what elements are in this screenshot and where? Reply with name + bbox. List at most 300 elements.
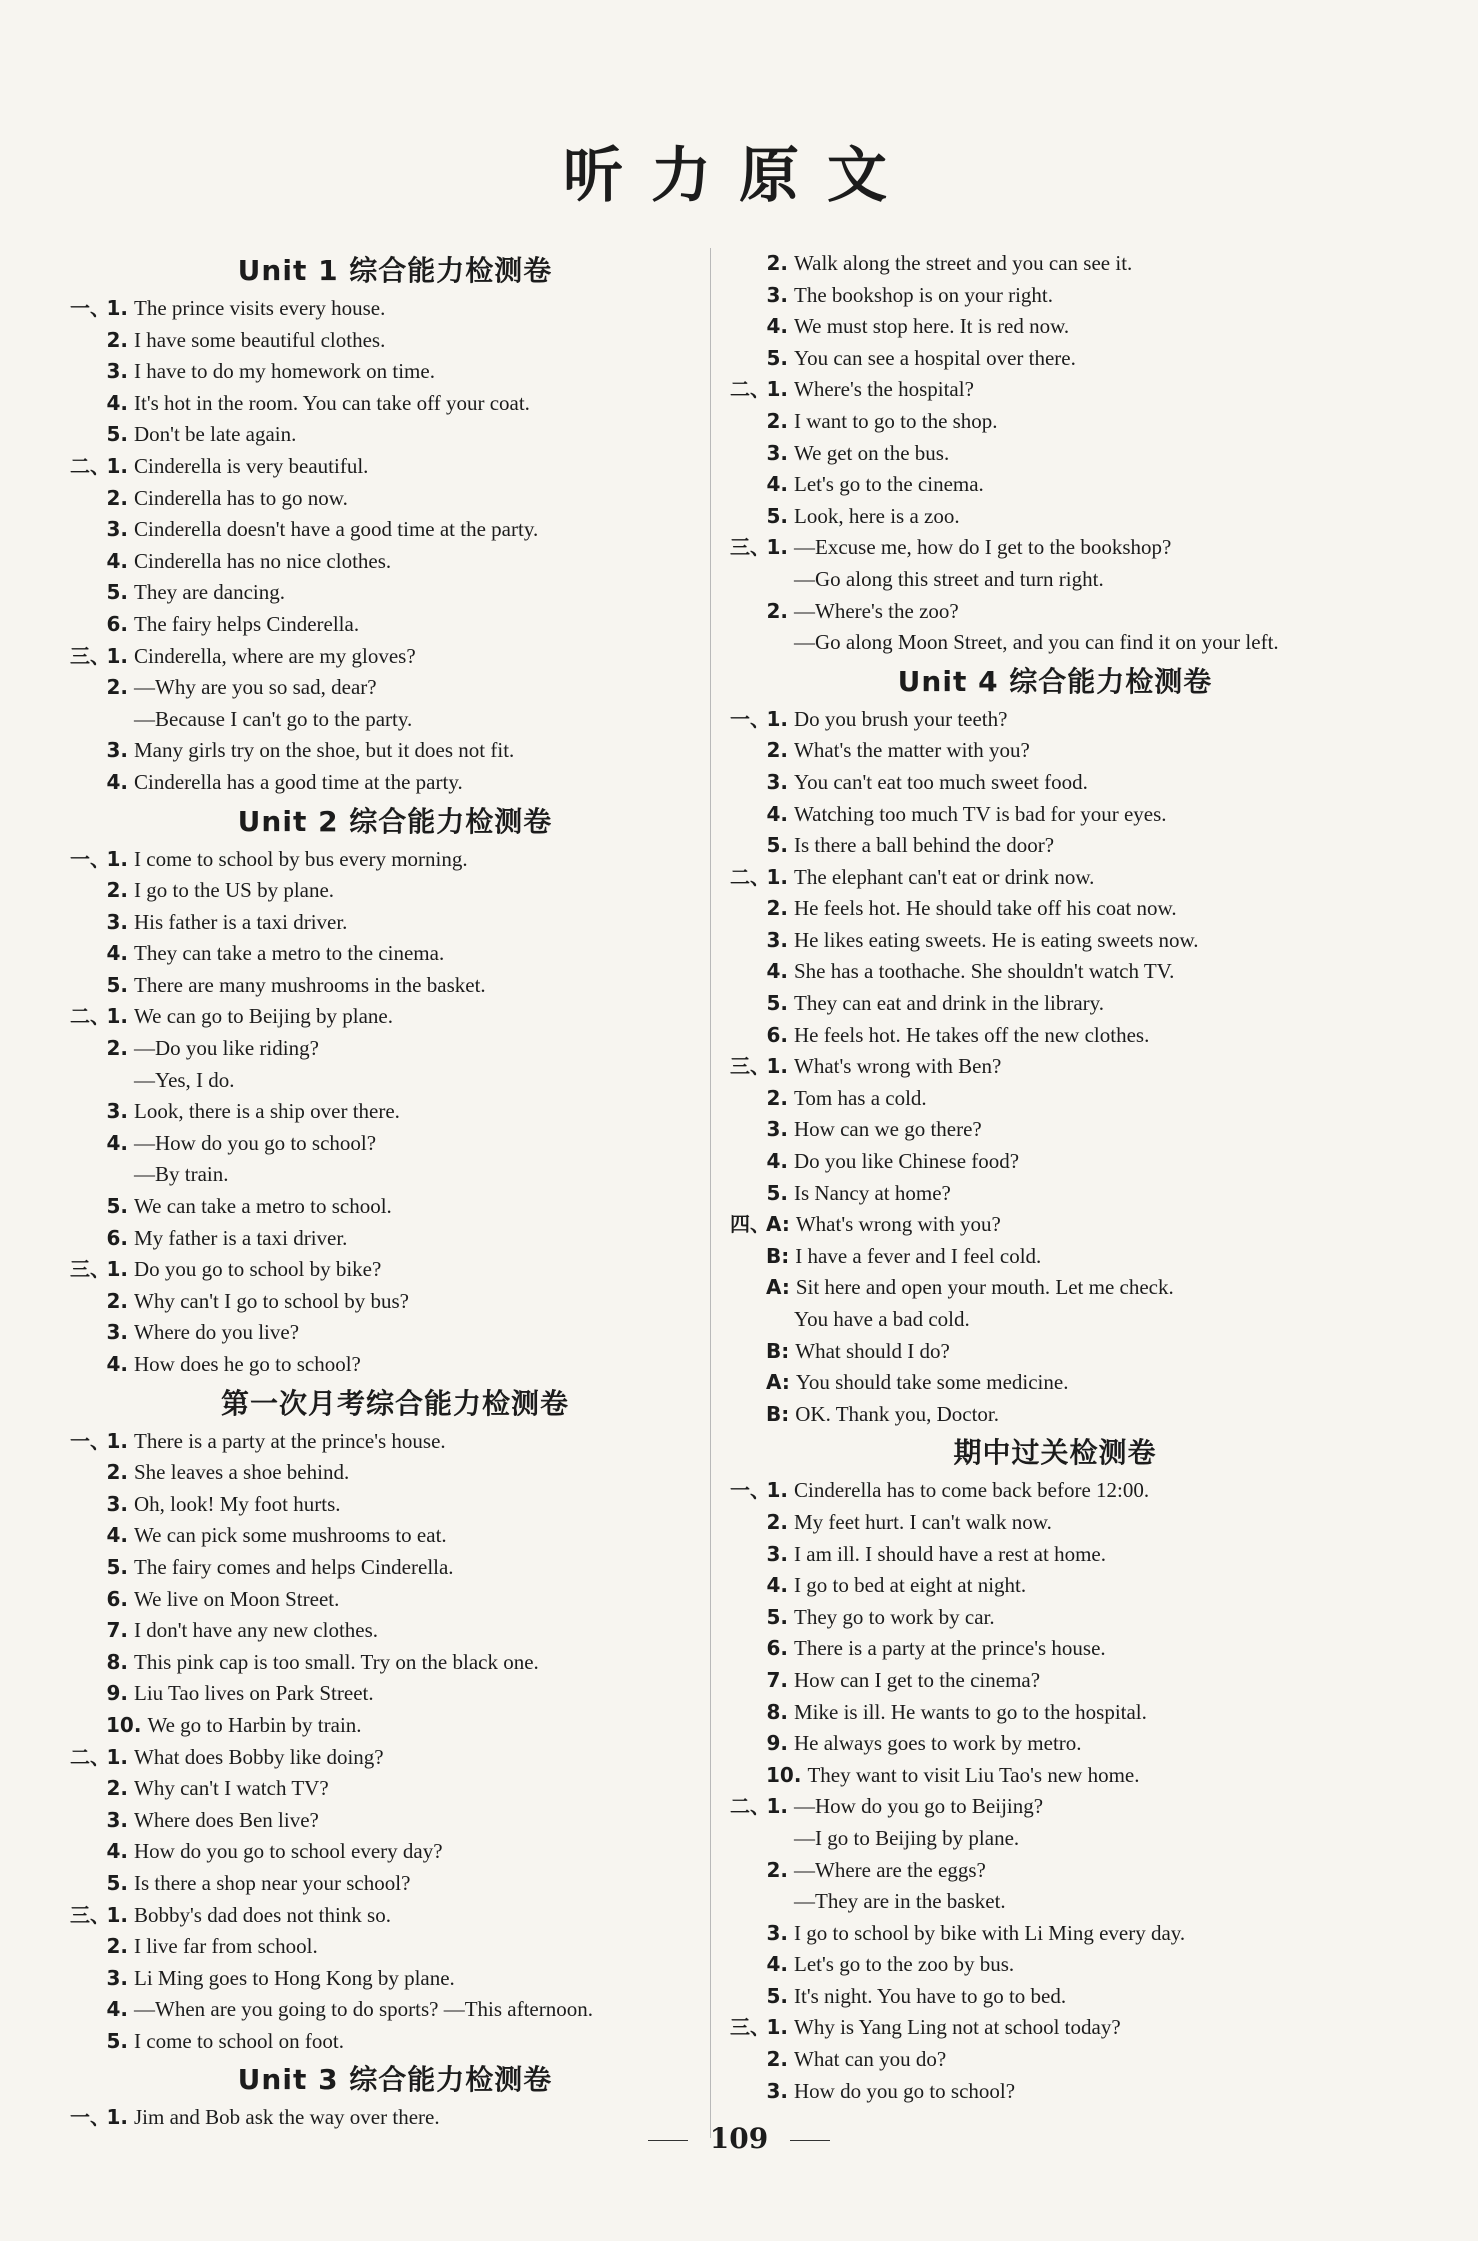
item-number: 4. bbox=[766, 1952, 788, 1977]
line-text: —Excuse me, how do I get to the bookshop? bbox=[794, 535, 1172, 560]
line-text: Bobby's dad does not think so. bbox=[134, 1902, 391, 1927]
section-heading: Unit 2 综合能力检测卷 bbox=[237, 804, 553, 838]
section-heading: Unit 1 综合能力检测卷 bbox=[237, 254, 553, 287]
line-text: I have some beautiful clothes. bbox=[134, 327, 386, 352]
line-text: Jim and Bob ask the way over there. bbox=[134, 2105, 440, 2130]
text-line bbox=[730, 830, 1380, 862]
item-number: B: bbox=[766, 1338, 790, 1363]
text-line bbox=[730, 704, 1380, 736]
item-number: 1. bbox=[106, 2105, 128, 2130]
line-text: You can't eat too much sweet food. bbox=[794, 769, 1088, 794]
item-number: 10. bbox=[106, 1712, 142, 1737]
line-text: I have to do my homework on time. bbox=[134, 359, 435, 384]
text-line bbox=[730, 1507, 1380, 1539]
part-marker: 二、 bbox=[730, 1794, 770, 1819]
item-number: 4. bbox=[106, 1839, 128, 1864]
text-line bbox=[70, 1963, 720, 1995]
text-line bbox=[730, 1981, 1380, 2013]
item-number: 5. bbox=[766, 833, 788, 858]
text-line bbox=[730, 438, 1380, 470]
text-line bbox=[70, 641, 720, 673]
text-line bbox=[730, 311, 1380, 343]
item-number: 5. bbox=[106, 972, 128, 997]
text-line bbox=[730, 956, 1380, 988]
item-number: 4. bbox=[106, 1352, 128, 1376]
line-text: —When are you going to do sports? —This afternoon. bbox=[134, 1997, 593, 2022]
line-text: They go to work by car. bbox=[794, 1604, 995, 1629]
item-number: 4. bbox=[106, 390, 128, 415]
line-text: —Go along Moon Street, and you can find it on your left. bbox=[794, 630, 1279, 655]
item-number: 7. bbox=[766, 1667, 788, 1692]
part-marker: 三、 bbox=[70, 1902, 110, 1927]
line-text: Watching too much TV is bad for your eyes. bbox=[794, 801, 1167, 826]
line-text: My feet hurt. I can't walk now. bbox=[794, 1509, 1052, 1534]
line-text: I come to school by bus every morning. bbox=[134, 846, 468, 871]
line-text: —How do you go to Beijing? bbox=[794, 1794, 1044, 1819]
line-text: My father is a taxi driver. bbox=[134, 1225, 348, 1250]
text-line bbox=[730, 374, 1380, 406]
line-text: Do you go to school by bike? bbox=[134, 1257, 382, 1282]
line-text: Why is Yang Ling not at school today? bbox=[794, 2015, 1121, 2040]
item-number: 5. bbox=[106, 1554, 128, 1579]
line-text: —Go along this street and turn right. bbox=[794, 566, 1104, 591]
text-line bbox=[70, 1710, 720, 1742]
part-marker: 二、 bbox=[70, 1004, 110, 1029]
text-line bbox=[70, 1001, 720, 1033]
item-number: 3. bbox=[106, 1099, 128, 1124]
item-number: 2. bbox=[106, 485, 128, 510]
text-line bbox=[70, 1317, 720, 1349]
line-text: He feels hot. He takes off the new clothes. bbox=[794, 1022, 1150, 1047]
item-number: 5. bbox=[106, 2028, 128, 2053]
text-line bbox=[730, 735, 1380, 767]
line-text: There are many mushrooms in the basket. bbox=[134, 972, 486, 997]
item-number: 1. bbox=[106, 1257, 128, 1282]
item-number: 1. bbox=[106, 296, 128, 320]
line-text: They are dancing. bbox=[134, 580, 286, 605]
text-line bbox=[730, 1886, 1380, 1918]
left-column bbox=[70, 248, 720, 2134]
text-line bbox=[730, 627, 1380, 659]
line-text: What's the matter with you? bbox=[794, 738, 1030, 763]
text-line bbox=[730, 1399, 1380, 1431]
item-number: 2. bbox=[766, 738, 788, 763]
text-line bbox=[70, 1349, 720, 1381]
line-text: I come to school on foot. bbox=[134, 2028, 344, 2053]
item-number: 6. bbox=[106, 611, 128, 636]
item-number: 4. bbox=[766, 472, 788, 497]
line-text: Li Ming goes to Hong Kong by plane. bbox=[134, 1965, 455, 1990]
text-line bbox=[730, 248, 1380, 280]
text-line bbox=[70, 1033, 720, 1065]
section-heading: 期中过关检测卷 bbox=[953, 1436, 1157, 1470]
text-line bbox=[730, 893, 1380, 925]
text-line bbox=[70, 388, 720, 420]
item-number: 3. bbox=[766, 282, 788, 307]
item-number: 2. bbox=[766, 1509, 788, 1534]
line-text: —By train. bbox=[134, 1162, 229, 1187]
text-line bbox=[70, 767, 720, 799]
line-text: Cinderella has to go now. bbox=[134, 485, 348, 510]
text-line bbox=[730, 406, 1380, 438]
line-text: Cinderella has to come back before 12:00. bbox=[794, 1478, 1150, 1503]
item-number: 3. bbox=[106, 359, 128, 384]
line-text: The bookshop is on your right. bbox=[794, 282, 1053, 307]
line-text: You have a bad cold. bbox=[794, 1307, 970, 1331]
text-line bbox=[730, 1570, 1380, 1602]
item-number: 2. bbox=[106, 1036, 128, 1061]
text-line bbox=[730, 1823, 1380, 1855]
line-text: It's hot in the room. You can take off your coat. bbox=[134, 390, 530, 415]
text-line bbox=[730, 1020, 1380, 1052]
item-number: 5. bbox=[766, 1983, 788, 2008]
line-text: There is a party at the prince's house. bbox=[794, 1636, 1106, 1661]
item-number: 3. bbox=[106, 1320, 128, 1345]
item-number: 3. bbox=[766, 2078, 788, 2103]
item-number: 2. bbox=[106, 327, 128, 352]
line-text: We can pick some mushrooms to eat. bbox=[134, 1523, 447, 1548]
text-line bbox=[70, 2026, 720, 2058]
text-line bbox=[70, 1805, 720, 1837]
line-text: Don't be late again. bbox=[134, 422, 297, 447]
item-number: 1. bbox=[106, 1744, 128, 1769]
item-number: 4. bbox=[766, 1573, 788, 1598]
item-number: 4. bbox=[106, 1130, 128, 1155]
text-line bbox=[730, 862, 1380, 894]
text-line bbox=[70, 1191, 720, 1223]
part-marker: 四、 bbox=[730, 1212, 770, 1237]
line-text: Let's go to the cinema. bbox=[794, 472, 984, 497]
item-number: 2. bbox=[106, 878, 128, 903]
item-number: 6. bbox=[766, 1636, 788, 1661]
text-line bbox=[730, 1949, 1380, 1981]
item-number: 1. bbox=[106, 1428, 128, 1453]
line-text: I want to go to the shop. bbox=[794, 408, 998, 433]
line-text: How can we go there? bbox=[794, 1117, 982, 1142]
line-text: Cinderella, where are my gloves? bbox=[134, 643, 416, 668]
item-number: 1. bbox=[106, 1902, 128, 1927]
line-text: Cinderella doesn't have a good time at the party. bbox=[134, 517, 539, 542]
text-line bbox=[730, 1633, 1380, 1665]
item-number: 5. bbox=[106, 1194, 128, 1219]
text-line bbox=[70, 1584, 720, 1616]
item-number: 2. bbox=[106, 675, 128, 700]
line-text: I go to bed at eight at night. bbox=[794, 1573, 1027, 1598]
item-number: 5. bbox=[766, 1180, 788, 1205]
line-text: Where do you live? bbox=[134, 1320, 300, 1345]
part-marker: 二、 bbox=[70, 453, 110, 478]
line-text: Is there a ball behind the door? bbox=[794, 833, 1055, 858]
line-text: How do you go to school? bbox=[794, 2078, 1016, 2103]
line-text: Walk along the street and you can see it. bbox=[794, 251, 1133, 275]
right-column bbox=[730, 248, 1380, 2107]
line-text: Look, here is a zoo. bbox=[794, 503, 960, 528]
item-number: 3. bbox=[106, 517, 128, 542]
item-number: 1. bbox=[766, 535, 788, 560]
item-number: 2. bbox=[766, 896, 788, 921]
part-marker: 一、 bbox=[730, 706, 770, 731]
text-line bbox=[730, 925, 1380, 957]
text-line bbox=[70, 1065, 720, 1097]
line-text: There is a party at the prince's house. bbox=[134, 1428, 446, 1453]
item-number: 4. bbox=[106, 548, 128, 573]
text-line bbox=[70, 938, 720, 970]
text-line bbox=[730, 1114, 1380, 1146]
item-number: 10. bbox=[766, 1762, 802, 1787]
part-marker: 一、 bbox=[70, 846, 110, 871]
item-number: 1. bbox=[766, 1054, 788, 1079]
section-heading: 第一次月考综合能力检测卷 bbox=[220, 1386, 569, 1420]
text-line bbox=[70, 483, 720, 515]
text-line bbox=[730, 1760, 1380, 1792]
text-line bbox=[70, 1096, 720, 1128]
text-line bbox=[70, 1159, 720, 1191]
text-line bbox=[70, 1836, 720, 1868]
text-line bbox=[730, 1272, 1380, 1304]
column-divider bbox=[710, 248, 711, 2138]
line-text: The fairy comes and helps Cinderella. bbox=[134, 1554, 454, 1579]
line-text: She leaves a shoe behind. bbox=[134, 1460, 350, 1485]
text-line bbox=[730, 1209, 1380, 1241]
item-number: 1. bbox=[106, 846, 128, 871]
part-marker: 二、 bbox=[730, 377, 770, 402]
item-number: 2. bbox=[106, 1934, 128, 1959]
text-line bbox=[730, 1602, 1380, 1634]
text-line bbox=[730, 988, 1380, 1020]
text-line bbox=[730, 2076, 1380, 2108]
text-line bbox=[70, 1426, 720, 1458]
text-line bbox=[730, 2044, 1380, 2076]
text-line bbox=[70, 970, 720, 1002]
item-number: 1. bbox=[766, 377, 788, 402]
text-line bbox=[70, 1773, 720, 1805]
text-line bbox=[730, 1855, 1380, 1887]
item-number: 5. bbox=[106, 580, 128, 605]
text-line bbox=[730, 1367, 1380, 1399]
text-line bbox=[70, 672, 720, 704]
part-marker: 三、 bbox=[730, 2015, 770, 2040]
item-number: A: bbox=[766, 1370, 790, 1395]
text-line bbox=[70, 293, 720, 325]
line-text: What's wrong with Ben? bbox=[794, 1054, 1002, 1079]
item-number: 2. bbox=[766, 251, 788, 275]
item-number: 2. bbox=[106, 1776, 128, 1801]
text-line bbox=[70, 1647, 720, 1679]
text-line bbox=[70, 514, 720, 546]
text-line bbox=[70, 1489, 720, 1521]
text-line bbox=[730, 1336, 1380, 1368]
text-line bbox=[70, 844, 720, 876]
text-line bbox=[730, 1475, 1380, 1507]
text-line bbox=[70, 1931, 720, 1963]
text-line bbox=[70, 577, 720, 609]
line-text: The fairy helps Cinderella. bbox=[134, 611, 360, 636]
line-text: Tom has a cold. bbox=[794, 1085, 927, 1110]
line-text: Many girls try on the shoe, but it does not fit. bbox=[134, 738, 515, 763]
text-line bbox=[730, 1918, 1380, 1950]
item-number: B: bbox=[766, 1243, 790, 1268]
item-number: A: bbox=[766, 1275, 790, 1300]
text-line bbox=[730, 1178, 1380, 1210]
line-text: —Because I can't go to the party. bbox=[134, 706, 413, 731]
item-number: 1. bbox=[766, 1478, 788, 1503]
text-line bbox=[730, 501, 1380, 533]
page-footer bbox=[0, 2122, 1478, 2155]
text-line bbox=[70, 1457, 720, 1489]
item-number: 3. bbox=[106, 1807, 128, 1832]
line-text: —Where are the eggs? bbox=[794, 1857, 986, 1882]
line-text: I go to the US by plane. bbox=[134, 878, 335, 903]
line-text: Why can't I go to school by bus? bbox=[134, 1288, 409, 1313]
text-line bbox=[70, 735, 720, 767]
item-number: 4. bbox=[766, 1149, 788, 1174]
item-number: 2. bbox=[106, 1288, 128, 1313]
line-text: —I go to Beijing by plane. bbox=[794, 1825, 1020, 1850]
line-text: Oh, look! My foot hurts. bbox=[134, 1491, 341, 1516]
line-text: I am ill. I should have a rest at home. bbox=[794, 1541, 1106, 1566]
item-number: 2. bbox=[766, 408, 788, 433]
part-marker: 一、 bbox=[730, 1478, 770, 1503]
text-line bbox=[730, 1304, 1380, 1336]
line-text: He likes eating sweets. He is eating sweets now. bbox=[794, 927, 1199, 952]
item-number: 2. bbox=[106, 1460, 128, 1485]
line-text: Sit here and open your mouth. Let me check. bbox=[795, 1275, 1174, 1300]
item-number: 1. bbox=[766, 706, 788, 731]
text-line bbox=[70, 1286, 720, 1318]
text-line bbox=[70, 907, 720, 939]
item-number: 3. bbox=[106, 909, 128, 934]
line-text: You can see a hospital over there. bbox=[794, 345, 1076, 370]
item-number: 8. bbox=[766, 1699, 788, 1724]
text-line bbox=[70, 1742, 720, 1774]
line-text: They can eat and drink in the library. bbox=[794, 991, 1105, 1016]
item-number: 3. bbox=[766, 1541, 788, 1566]
line-text: Look, there is a ship over there. bbox=[134, 1099, 400, 1124]
item-number: 3. bbox=[766, 769, 788, 794]
text-line bbox=[70, 419, 720, 451]
text-line bbox=[730, 767, 1380, 799]
item-number: 3. bbox=[766, 927, 788, 952]
item-number: 4. bbox=[766, 314, 788, 339]
text-line bbox=[730, 2012, 1380, 2044]
part-marker: 三、 bbox=[730, 535, 770, 560]
item-number: 4. bbox=[766, 959, 788, 984]
item-number: 6. bbox=[766, 1022, 788, 1047]
item-number: 2. bbox=[766, 598, 788, 623]
line-text: How does he go to school? bbox=[134, 1352, 361, 1376]
text-line bbox=[730, 469, 1380, 501]
line-text: This pink cap is too small. Try on the black one. bbox=[134, 1649, 539, 1674]
item-number: 1. bbox=[766, 1794, 788, 1819]
item-number: 1. bbox=[106, 643, 128, 668]
line-text: Where's the hospital? bbox=[794, 377, 974, 402]
item-number: 3. bbox=[106, 738, 128, 763]
line-text: We get on the bus. bbox=[794, 440, 950, 465]
item-number: B: bbox=[766, 1401, 790, 1426]
line-text: Do you brush your teeth? bbox=[794, 706, 1008, 731]
text-line bbox=[70, 1678, 720, 1710]
part-marker: 二、 bbox=[70, 1744, 110, 1769]
text-line bbox=[70, 1254, 720, 1286]
line-text: How do you go to school every day? bbox=[134, 1839, 443, 1864]
item-number: 5. bbox=[766, 1604, 788, 1629]
line-text: —They are in the basket. bbox=[794, 1889, 1006, 1914]
text-line bbox=[730, 1665, 1380, 1697]
item-number: 4. bbox=[106, 1997, 128, 2022]
text-line bbox=[730, 1083, 1380, 1115]
text-line bbox=[70, 1520, 720, 1552]
line-text: Mike is ill. He wants to go to the hospital. bbox=[794, 1699, 1147, 1724]
line-text: What does Bobby like doing? bbox=[134, 1744, 384, 1769]
item-number: 1. bbox=[106, 1004, 128, 1029]
item-number: 6. bbox=[106, 1586, 128, 1611]
line-text: He feels hot. He should take off his coat now. bbox=[794, 896, 1177, 921]
text-line bbox=[730, 343, 1380, 375]
item-number: 4. bbox=[766, 801, 788, 826]
line-text: Let's go to the zoo by bus. bbox=[794, 1952, 1015, 1977]
item-number: 2. bbox=[766, 2047, 788, 2072]
line-text: —How do you go to school? bbox=[134, 1130, 377, 1155]
line-text: I live far from school. bbox=[134, 1934, 318, 1959]
part-marker: 一、 bbox=[70, 1428, 110, 1453]
line-text: The elephant can't eat or drink now. bbox=[794, 864, 1095, 889]
line-text: I go to school by bike with Li Ming every day. bbox=[794, 1920, 1186, 1945]
item-number: 6. bbox=[106, 1225, 128, 1250]
line-text: He always goes to work by metro. bbox=[794, 1731, 1082, 1756]
line-text: Is there a shop near your school? bbox=[134, 1870, 411, 1895]
part-marker: 三、 bbox=[70, 643, 110, 668]
item-number: 8. bbox=[106, 1649, 128, 1674]
text-line bbox=[730, 799, 1380, 831]
item-number: 3. bbox=[766, 440, 788, 465]
line-text: Where does Ben live? bbox=[134, 1807, 319, 1832]
line-text: Do you like Chinese food? bbox=[794, 1149, 1020, 1174]
text-line bbox=[730, 596, 1380, 628]
text-line bbox=[70, 451, 720, 483]
text-line bbox=[730, 1241, 1380, 1273]
line-text: —Do you like riding? bbox=[134, 1036, 319, 1061]
section-heading: Unit 4 综合能力检测卷 bbox=[897, 664, 1213, 698]
item-number: 5. bbox=[106, 422, 128, 447]
item-number: 5. bbox=[106, 1870, 128, 1895]
text-line bbox=[70, 609, 720, 641]
line-text: What should I do? bbox=[795, 1338, 950, 1363]
line-text: What can you do? bbox=[794, 2047, 947, 2072]
text-line bbox=[70, 1615, 720, 1647]
item-number: 4. bbox=[106, 941, 128, 966]
part-marker: 三、 bbox=[730, 1054, 770, 1079]
line-text: We must stop here. It is red now. bbox=[794, 314, 1070, 339]
line-text: It's night. You have to go to bed. bbox=[794, 1983, 1067, 2008]
text-line bbox=[70, 1868, 720, 1900]
line-text: Cinderella has a good time at the party. bbox=[134, 769, 463, 794]
line-text: His father is a taxi driver. bbox=[134, 909, 348, 934]
text-line bbox=[70, 1994, 720, 2026]
line-text: Cinderella is very beautiful. bbox=[134, 453, 369, 478]
item-number: 7. bbox=[106, 1618, 128, 1643]
item-number: 5. bbox=[766, 345, 788, 370]
text-line bbox=[730, 1539, 1380, 1571]
text-line bbox=[70, 546, 720, 578]
part-marker: 一、 bbox=[70, 296, 110, 320]
item-number: 2. bbox=[766, 1085, 788, 1110]
line-text: What's wrong with you? bbox=[795, 1212, 1001, 1237]
item-number: 1. bbox=[766, 864, 788, 889]
line-text: We can go to Beijing by plane. bbox=[134, 1004, 393, 1029]
item-number: 3. bbox=[106, 1491, 128, 1516]
text-line bbox=[70, 325, 720, 357]
item-number: 9. bbox=[766, 1731, 788, 1756]
